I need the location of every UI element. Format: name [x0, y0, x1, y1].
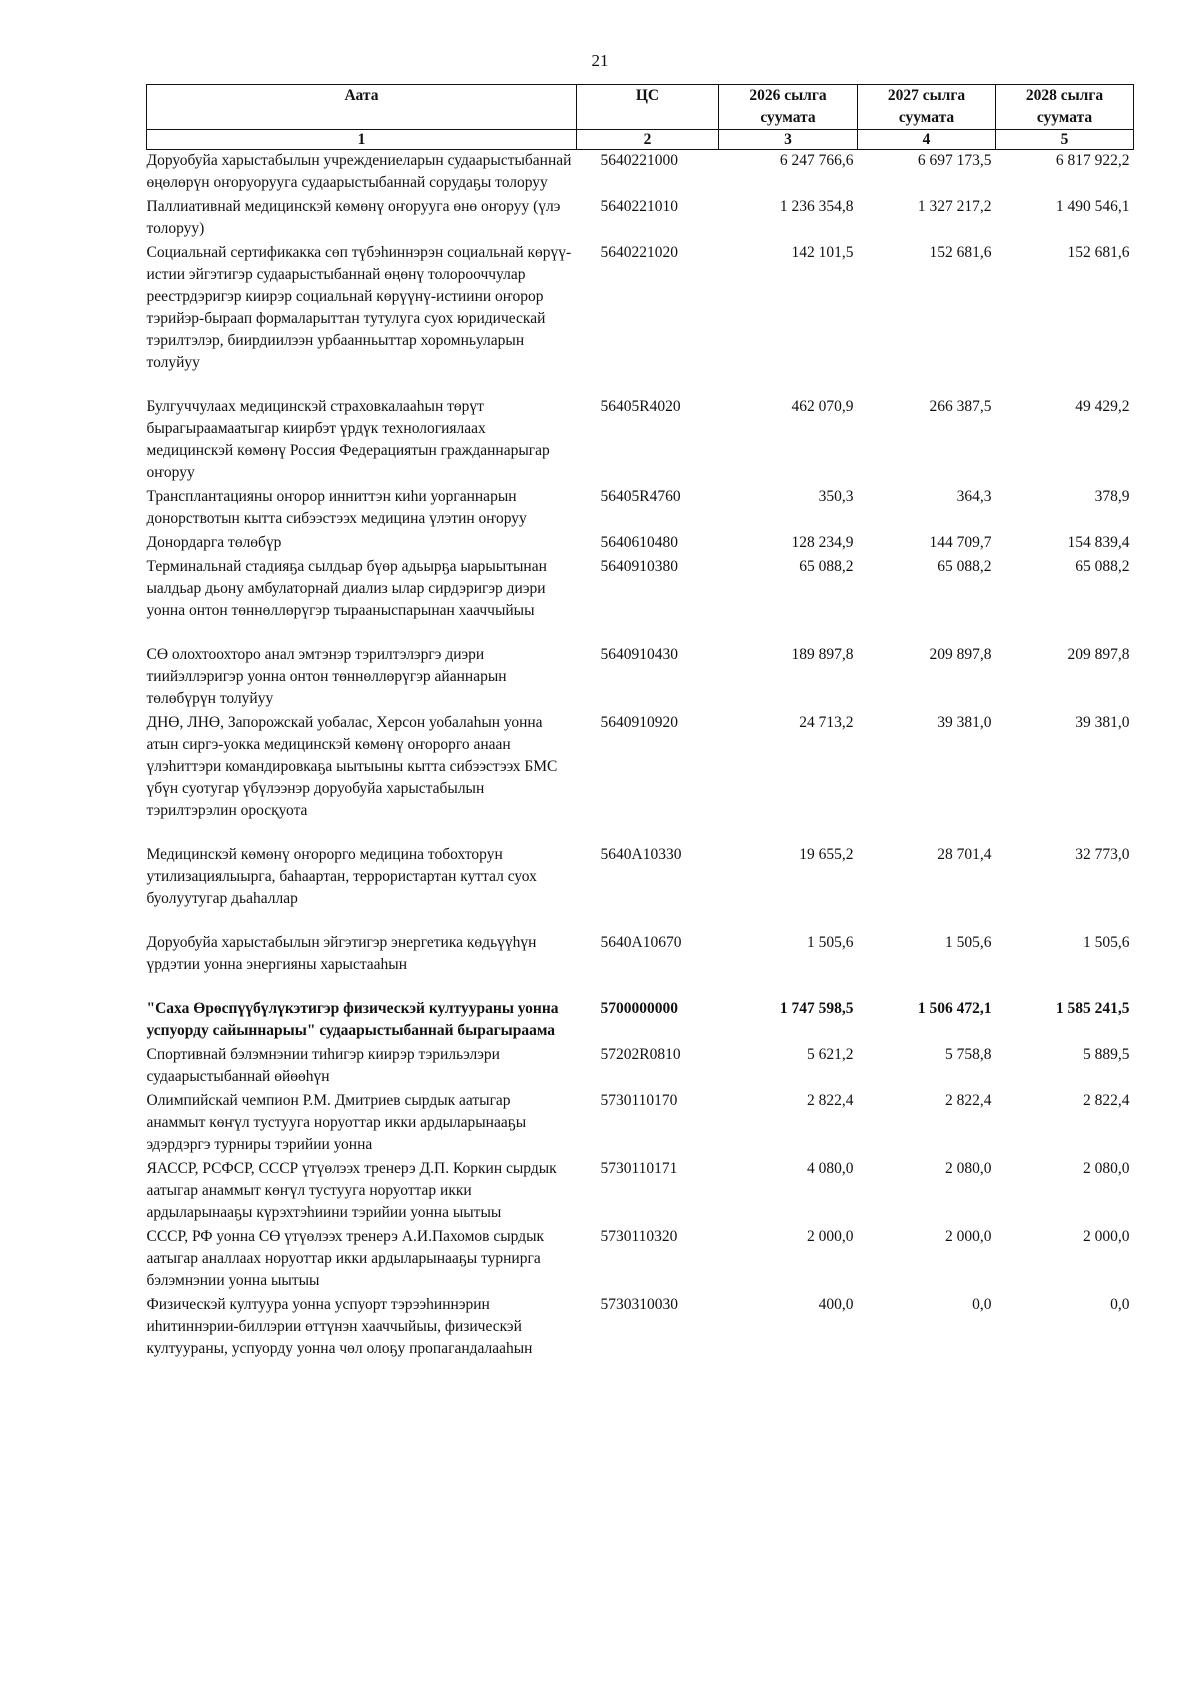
row-value-2027: 5 758,8 — [945, 1046, 992, 1063]
table-row — [147, 844, 1134, 932]
row-value-2026: 1 505,6 — [807, 934, 854, 951]
page-number: 21 — [591, 51, 609, 70]
row-value-2028: 209 897,8 — [1067, 646, 1130, 663]
row-value-2028: 6 817 922,2 — [1055, 152, 1130, 169]
row-value-2028: 2 000,0 — [1083, 1228, 1130, 1245]
row-value-2026: 65 088,2 — [799, 558, 854, 575]
table-row — [147, 1294, 1134, 1362]
row-value-2028: 1 505,6 — [1083, 934, 1130, 951]
table-row — [147, 712, 1134, 844]
column-number: 1 — [147, 130, 577, 150]
row-value-2027: 1 505,6 — [945, 934, 992, 951]
row-value-2026: 462 070,9 — [791, 398, 854, 415]
row-value-2027: 0,0 — [972, 1296, 992, 1313]
row-value-2028: 2 080,0 — [1083, 1160, 1130, 1177]
table-row — [147, 1158, 1134, 1226]
row-code: 56405R4020 — [600, 398, 681, 415]
row-value-2027: 1 506 472,1 — [917, 1000, 992, 1017]
table-row — [147, 396, 1134, 486]
table-row — [147, 932, 1134, 998]
row-name: СССР, РФ уонна СӨ үтүөлээх тренерэ А.И.Пахомов сырдык аатыгар аналлаах норуоттар икки ардыларынааҕы турнирга бэлэмнэнии уонна ыытыы — [146, 1228, 545, 1289]
row-value-2026: 189 897,8 — [791, 646, 854, 663]
row-name: "Саха Өрөспүүбүлүкэтигэр физическэй култуураны уонна успуорду сайыннарыы" судаарыстыбаннай бырагыраама — [146, 1000, 559, 1039]
row-name: СӨ олохтоохторо анал эмтэнэр тэрилтэлэргэ диэри тиийэллэригэр уонна онтон төннөллөрүгэр айаннарын төлөбүрүн толуйуу — [146, 646, 507, 707]
row-value-2028: 1 585 241,5 — [1055, 1000, 1130, 1017]
table-row — [147, 998, 1134, 1044]
row-code: 5640910430 — [600, 646, 678, 663]
row-value-2028: 1 490 546,1 — [1055, 198, 1130, 215]
row-value-2026: 142 101,5 — [791, 244, 854, 261]
row-value-2027: 28 701,4 — [937, 846, 992, 863]
row-value-2026: 5 621,2 — [807, 1046, 854, 1063]
row-value-2027: 364,3 — [956, 488, 992, 505]
row-value-2028: 49 429,2 — [1075, 398, 1130, 415]
row-value-2027: 2 000,0 — [945, 1228, 992, 1245]
row-value-2028: 65 088,2 — [1075, 558, 1130, 575]
row-value-2027: 209 897,8 — [929, 646, 992, 663]
header-name: Аата — [147, 85, 577, 130]
column-number: 3 — [719, 130, 858, 150]
row-code: 5730110170 — [600, 1092, 678, 1109]
row-value-2026: 1 747 598,5 — [779, 1000, 854, 1017]
table-row — [147, 532, 1134, 556]
row-value-2026: 400,0 — [818, 1296, 854, 1313]
row-name: Социальнай сертификакка сөп түбэһиннэрэн социальнай көрүү-истии эйгэтигэр судаарыстыбаннай өңөнү толорооччулар реестрдэригэр киирэр социальнай көрүүнү-истиини оҥорор тэрийэр-быраап формаларыттан тутулуга суох юридическай тэрилтэлэр, биирдиилээн урбаанньыттар хоромньуларын толуйуу — [146, 244, 572, 371]
row-name: Медицинскэй көмөнү оҥорорго медицина тобохторун утилизациялыырга, баһаартан, террористартан куттал суох буолуутугар дьаһаллар — [146, 846, 537, 907]
row-code: 5640A10330 — [600, 846, 682, 863]
row-name: Физическэй култуура уонна успуорт тэрээһиннэрин иһитиннэрии-биллэрии өттүнэн хааччыйыы, физическэй култуураны, успуорду уонна чөл олоҕу пропагандалааһын — [146, 1296, 533, 1357]
header-row — [147, 85, 1134, 130]
row-value-2026: 2 822,4 — [807, 1092, 854, 1109]
row-name: Трансплантацияны оҥорор инниттэн киһи уорганнарын донорствотын кытта сибээстээх медицина үлэтин оҥоруу — [146, 488, 527, 527]
column-number: 2 — [577, 130, 719, 150]
row-value-2026: 19 655,2 — [799, 846, 854, 863]
table-row — [147, 150, 1134, 197]
header-2027: 2027 сылга суумата — [858, 85, 996, 130]
row-value-2027: 1 327 217,2 — [917, 198, 992, 215]
table-header — [147, 85, 1134, 150]
row-value-2028: 0,0 — [1110, 1296, 1130, 1313]
row-value-2026: 6 247 766,6 — [779, 152, 854, 169]
row-value-2028: 152 681,6 — [1067, 244, 1130, 261]
table-body — [147, 150, 1134, 1363]
row-name: Олимпийскай чемпион Р.М. Дмитриев сырдык аатыгар анаммыт көҥүл тустууга норуоттар икки ардыларынааҕы эдэрдэргэ турниры тэрийии уонна — [146, 1092, 527, 1153]
header-2026: 2026 сылга суумата — [719, 85, 858, 130]
row-name: ЯАССР, РСФСР, СССР үтүөлээх тренерэ Д.П. Коркин сырдык аатыгар анаммыт көҥүл тустууга норуоттар икки ардыларынааҕы күрэхтэһиини тэрийии уонна ыытыы — [146, 1160, 557, 1221]
row-code: 5640221000 — [600, 152, 678, 169]
column-number: 4 — [858, 130, 996, 150]
row-value-2028: 2 822,4 — [1083, 1092, 1130, 1109]
row-name: Спортивнай бэлэмнэнии тиһигэр киирэр тэрильэлэри судаарыстыбаннай өйөөһүн — [146, 1046, 500, 1085]
row-name: Донордарга төлөбүр — [146, 534, 282, 551]
row-name: Паллиативнай медицинскэй көмөнү оҥорууга өнө оҥоруу (үлэ толоруу) — [146, 198, 561, 237]
row-value-2027: 65 088,2 — [937, 558, 992, 575]
row-code: 5730110320 — [600, 1228, 678, 1245]
row-name: Булгуччулаах медицинскэй страховкалааһын төрүт бырагыраамаатыгар киирбэт үрдүк технологиялаах медицинскэй көмөнү Россия Федерациятын гражданнарыгар оҥоруу — [146, 398, 550, 481]
table-row — [147, 1044, 1134, 1090]
row-value-2027: 266 387,5 — [929, 398, 992, 415]
row-value-2028: 39 381,0 — [1075, 714, 1130, 731]
table-row — [147, 556, 1134, 644]
table-row — [147, 196, 1134, 242]
row-value-2026: 1 236 354,8 — [779, 198, 854, 215]
row-value-2026: 128 234,9 — [791, 534, 854, 551]
table-row — [147, 242, 1134, 396]
row-code: 5640A10670 — [600, 934, 682, 951]
column-number: 5 — [996, 130, 1134, 150]
row-code: 57202R0810 — [600, 1046, 681, 1063]
row-code: 5640221010 — [600, 198, 678, 215]
row-value-2026: 350,3 — [818, 488, 854, 505]
row-value-2027: 2 080,0 — [945, 1160, 992, 1177]
row-value-2026: 4 080,0 — [807, 1160, 854, 1177]
row-code: 5640610480 — [600, 534, 678, 551]
row-value-2028: 378,9 — [1094, 488, 1130, 505]
row-value-2028: 32 773,0 — [1075, 846, 1130, 863]
row-code: 5640910380 — [600, 558, 678, 575]
row-name: ДНӨ, ЛНӨ, Запорожскай уобалас, Херсон уобалаһын уонна атын сиргэ-уокка медицинскэй көмөнү оҥорорго анаан үлэһиттэри командировкаҕа ыытыыны кытта сибээстээх БМС үбүн суотугар үбүлээнэр доруобуйа харыстабылын тэрилтэрэлин оросқуота — [146, 714, 558, 819]
row-code: 5640910920 — [600, 714, 678, 731]
row-value-2026: 24 713,2 — [799, 714, 854, 731]
table-row — [147, 1090, 1134, 1158]
table-row — [147, 486, 1134, 532]
header-code: ЦС — [577, 85, 719, 130]
row-value-2027: 144 709,7 — [929, 534, 992, 551]
header-2028: 2028 сылга суумата — [996, 85, 1134, 130]
row-code: 5730310030 — [600, 1296, 678, 1313]
column-number-row — [147, 130, 1134, 150]
row-value-2027: 39 381,0 — [937, 714, 992, 731]
row-code: 56405R4760 — [600, 488, 681, 505]
row-value-2026: 2 000,0 — [807, 1228, 854, 1245]
row-value-2027: 6 697 173,5 — [917, 152, 992, 169]
row-value-2027: 152 681,6 — [929, 244, 992, 261]
row-code: 5640221020 — [600, 244, 678, 261]
row-name: Терминальнай стадияҕа сылдьар бүөр адьырҕа ыарыытынан ыалдьар дьону амбулаторнай диализ ылар сирдэригэр диэри уонна онтон төннөллөрүгэр тырааныспарынан хааччыйыы — [146, 558, 547, 619]
row-code: 5700000000 — [600, 1000, 678, 1017]
row-value-2028: 5 889,5 — [1083, 1046, 1130, 1063]
row-name: Доруобуйа харыстабылын учреждениеларын судаарыстыбаннай өңөлөрүн оҥоруорууга судаарыстыбаннай сорудаҕы толоруу — [146, 152, 572, 191]
row-value-2027: 2 822,4 — [945, 1092, 992, 1109]
table-row — [147, 644, 1134, 712]
row-code: 5730110171 — [600, 1160, 678, 1177]
row-name: Доруобуйа харыстабылын эйгэтигэр энергетика көдьүүһүн үрдэтии уонна энергияны харыстааһын — [146, 934, 537, 973]
budget-table — [146, 84, 1134, 1362]
row-value-2028: 154 839,4 — [1067, 534, 1130, 551]
table-row — [147, 1226, 1134, 1294]
